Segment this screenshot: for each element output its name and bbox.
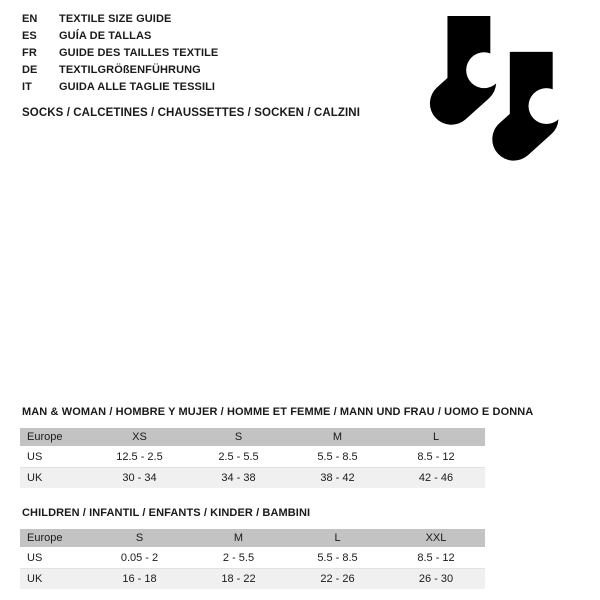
- size-value: 22 - 26: [288, 569, 387, 589]
- size-value: 5.5 - 8.5: [288, 448, 387, 468]
- sock-front: [510, 52, 559, 139]
- region-label: UK: [20, 569, 90, 589]
- column-header-size: M: [288, 428, 387, 448]
- socks-icon: [424, 16, 559, 161]
- table-header-row: [20, 529, 485, 549]
- size-value: 12.5 - 2.5: [90, 448, 189, 468]
- language-code: IT: [22, 81, 32, 93]
- table-row-us: [20, 448, 485, 468]
- man-woman-table-title: MAN & WOMAN / HOMBRE Y MUJER / HOMME ET FEMME / MANN UND FRAU / UOMO E DONNA: [22, 406, 534, 418]
- column-header-size: S: [90, 529, 189, 549]
- region-label: UK: [20, 468, 90, 488]
- region-label: US: [20, 549, 90, 569]
- language-code: FR: [22, 47, 37, 59]
- language-code: DE: [22, 64, 38, 76]
- size-value: 2 - 5.5: [189, 549, 288, 569]
- column-header-region: Europe: [20, 529, 90, 549]
- table-header-row: [20, 428, 485, 448]
- column-header-size: L: [387, 428, 485, 448]
- column-header-size: M: [189, 529, 288, 549]
- language-label: GUÍA DE TALLAS: [59, 30, 152, 42]
- language-code: EN: [22, 13, 38, 25]
- size-value: 16 - 18: [90, 569, 189, 589]
- table-row-uk: [20, 468, 485, 488]
- language-label: GUIDA ALLE TAGLIE TESSILI: [59, 81, 216, 93]
- size-value: 26 - 30: [387, 569, 485, 589]
- region-label: US: [20, 448, 90, 468]
- size-value: 5.5 - 8.5: [288, 549, 387, 569]
- size-value: 0.05 - 2: [90, 549, 189, 569]
- language-label: TEXTILGRÖßENFÜHRUNG: [59, 64, 201, 76]
- sock-back: [447, 16, 502, 103]
- category-title: SOCKS / CALCETINES / CHAUSSETTES / SOCKEN / CALZINI: [22, 107, 360, 119]
- column-header-size: XS: [90, 428, 189, 448]
- size-value: 18 - 22: [189, 569, 288, 589]
- man-woman-section: [20, 406, 534, 488]
- table-row-uk: [20, 569, 485, 589]
- language-row-de: [22, 62, 218, 79]
- size-value: 2.5 - 5.5: [189, 448, 288, 468]
- language-label: GUIDE DES TAILLES TEXTILE: [59, 47, 219, 59]
- size-value: 8.5 - 12: [387, 549, 485, 569]
- language-row-es: [22, 28, 218, 45]
- language-row-en: [22, 11, 218, 28]
- column-header-size: S: [189, 428, 288, 448]
- language-list: [22, 11, 218, 96]
- size-value: 42 - 46: [387, 468, 485, 488]
- size-value: 38 - 42: [288, 468, 387, 488]
- size-value: 34 - 38: [189, 468, 288, 488]
- man-woman-size-table: [20, 428, 485, 488]
- table-row-us: [20, 549, 485, 569]
- language-row-it: [22, 79, 218, 96]
- size-value: 8.5 - 12: [387, 448, 485, 468]
- size-value: 30 - 34: [90, 468, 189, 488]
- children-section: [20, 507, 485, 589]
- language-row-fr: [22, 45, 218, 62]
- children-size-table: [20, 529, 485, 589]
- language-label: TEXTILE SIZE GUIDE: [59, 13, 172, 25]
- column-header-region: Europe: [20, 428, 90, 448]
- children-table-title: CHILDREN / INFANTIL / ENFANTS / KINDER / BAMBINI: [22, 507, 311, 519]
- column-header-size: L: [288, 529, 387, 549]
- column-header-size: XXL: [387, 529, 485, 549]
- language-code: ES: [22, 30, 37, 42]
